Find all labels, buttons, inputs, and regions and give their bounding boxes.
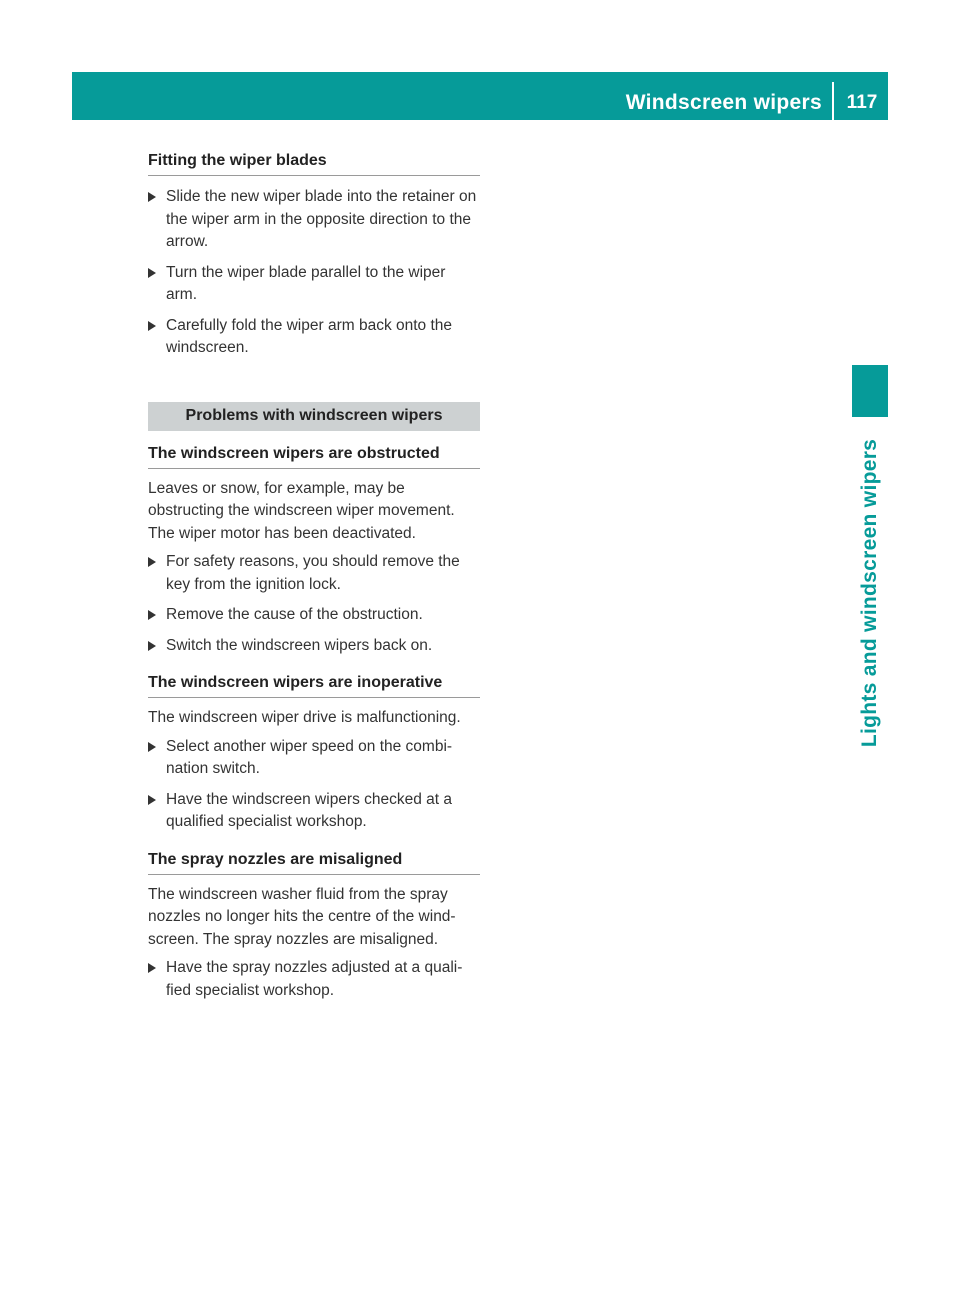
list-item: For safety reasons, you should remove the key from the ignition lock.: [148, 551, 480, 596]
arrow-right-icon: [148, 610, 156, 620]
list-item: Switch the windscreen wipers back on.: [148, 635, 480, 658]
arrow-right-icon: [148, 321, 156, 331]
side-tab-label: Lights and windscreen wipers: [858, 438, 881, 748]
misaligned-steps: [148, 957, 480, 1002]
header-divider: [832, 82, 834, 120]
list-item: Select another wiper speed on the combi-nation switch.: [148, 736, 480, 781]
list-item: Remove the cause of the obstruction.: [148, 604, 480, 627]
arrow-right-icon: [148, 742, 156, 752]
list-item: Have the windscreen wipers checked at a qualified specialist workshop.: [148, 789, 480, 834]
inoperative-steps: [148, 736, 480, 834]
obstructed-intro: Leaves or snow, for example, may be obstructing the windscreen wiper movement. The wiper motor has been deactivated.: [148, 479, 455, 542]
arrow-right-icon: [148, 963, 156, 973]
fitting-steps: [148, 186, 480, 360]
arrow-right-icon: [148, 795, 156, 805]
misaligned-intro: The windscreen washer fluid from the spray nozzles no longer hits the centre of the wind-screen. The spray nozzles are misaligned.: [148, 885, 456, 948]
heading-fitting-wiper-blades: Fitting the wiper blades: [148, 152, 480, 176]
list-item: Slide the new wiper blade into the retainer on the wiper arm in the opposite direction to the arrow.: [148, 186, 480, 254]
header-bar: [72, 72, 888, 120]
main-content: [148, 152, 480, 1002]
list-item: Carefully fold the wiper arm back onto the windscreen.: [148, 315, 480, 360]
heading-wipers-obstructed: The windscreen wipers are obstructed: [148, 445, 480, 469]
heading-wipers-inoperative: The windscreen wipers are inoperative: [148, 674, 480, 698]
heading-spray-nozzles-misaligned: The spray nozzles are misaligned: [148, 851, 480, 875]
inoperative-intro: The windscreen wiper drive is malfunctioning.: [148, 709, 461, 726]
obstructed-steps: [148, 551, 480, 657]
page-number: 117: [846, 92, 878, 113]
arrow-right-icon: [148, 268, 156, 278]
arrow-right-icon: [148, 641, 156, 651]
list-item: Turn the wiper blade parallel to the wiper arm.: [148, 262, 480, 307]
arrow-right-icon: [148, 557, 156, 567]
list-item: Have the spray nozzles adjusted at a quali-fied specialist workshop.: [148, 957, 480, 1002]
section-title-problems: Problems with windscreen wipers: [148, 402, 480, 431]
arrow-right-icon: [148, 192, 156, 202]
chapter-title: Windscreen wipers: [625, 91, 822, 114]
